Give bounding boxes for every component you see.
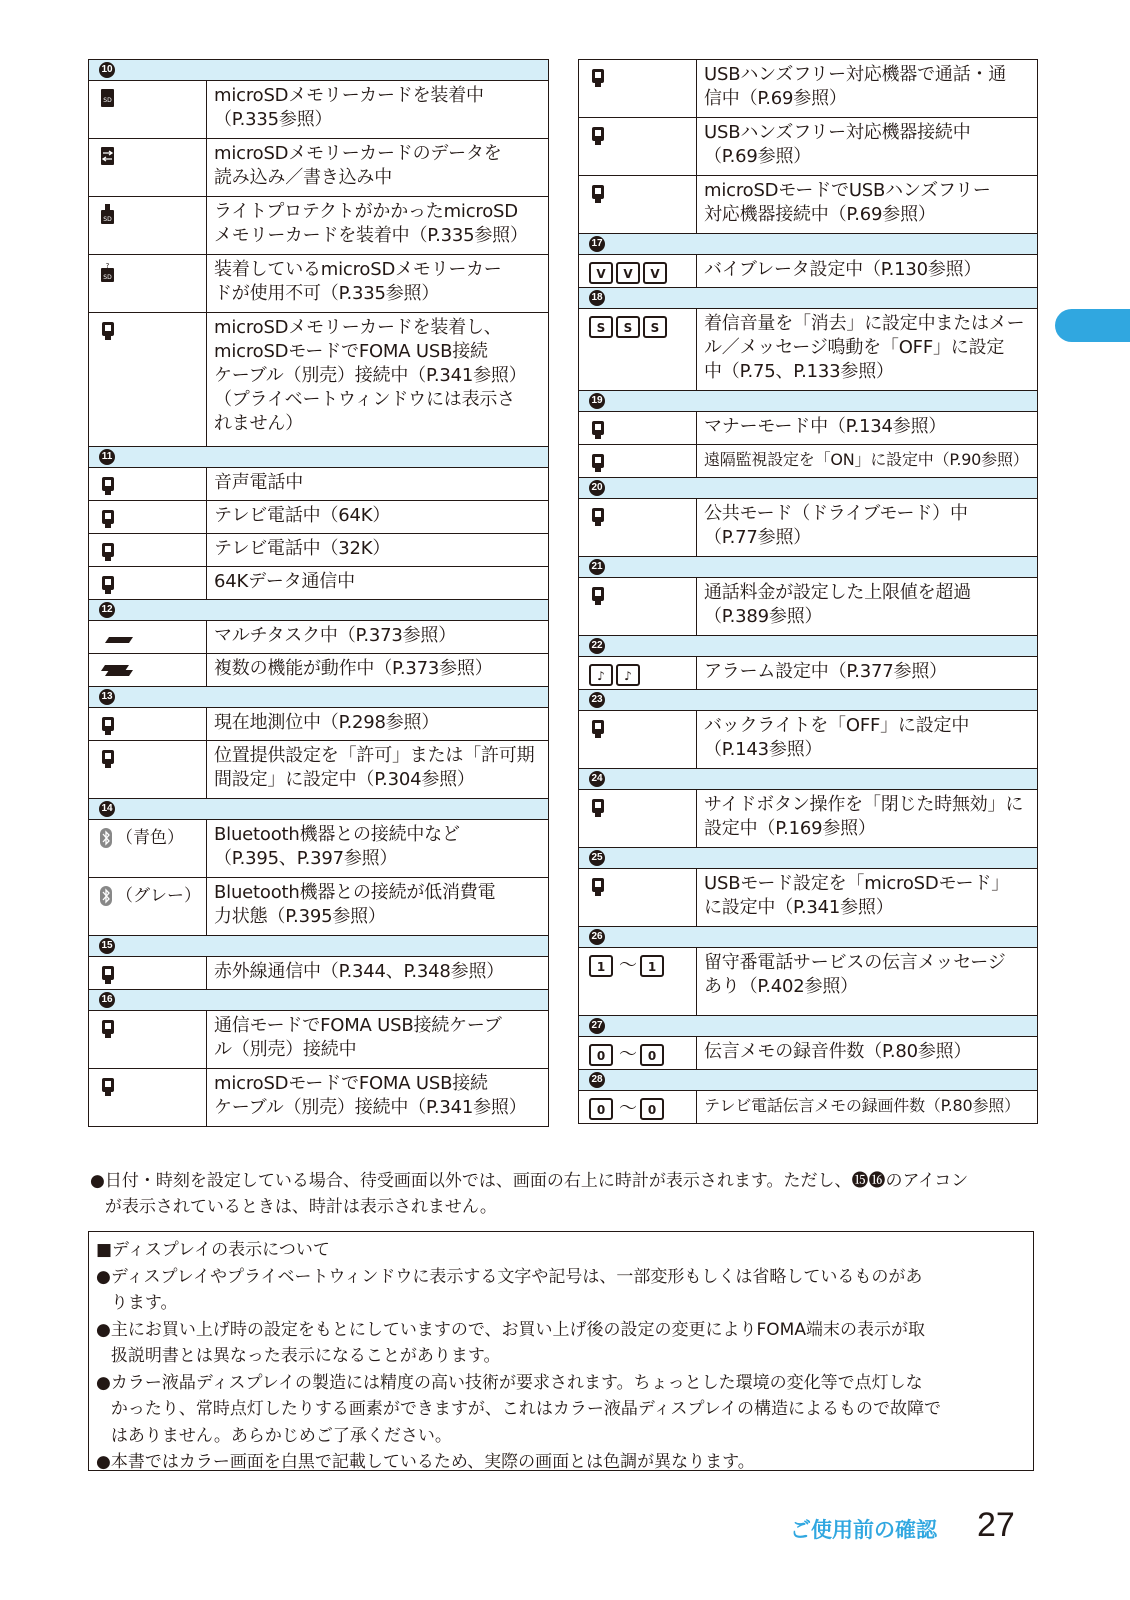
voicemail-icon [579,948,697,1015]
section-header-25 [579,848,1037,869]
table-row [89,81,548,139]
svg-text:0: 0 [596,1049,606,1063]
section-number: 28 [589,1072,605,1088]
table-row [89,654,548,687]
section-number: 23 [589,692,605,708]
row-description: microSDメモリーカードを装着し、 microSDモードでFOMA USB接続 ケーブル（別売）接続中（P.341参照） （プライベートウィンドウには表示さ れません） [214,317,527,434]
svg-text:SD: SD [103,97,112,104]
positioning-icon [89,708,207,740]
table-row [579,255,1037,288]
row-description: バックライトを「OFF」に設定中 （P.143参照） [704,715,970,760]
table-row [89,957,548,990]
bullet: ● [96,1319,111,1340]
row-description: USBモード設定を「microSDモード」 に設定中（P.341参照） [704,873,1010,918]
infrared-icon [89,957,207,989]
clock-note-text: 日付・時刻を設定している場合、待受画面以外では、画面の右上に時計が表示されます。ただし、⓯⓰のアイコン が表示されているときは、時計は表示されません。 [104,1171,969,1217]
section-number: 27 [589,1018,605,1034]
multi-function-icon [89,654,207,686]
row-description: 通信モードでFOMA USB接続ケーブ ル（別売）接続中 [214,1015,502,1060]
section-number: 11 [99,449,115,465]
usb-comm-icon [89,1011,207,1068]
bullet: ● [96,1266,111,1287]
section-header-13 [89,687,548,708]
icon-note: （青色） [116,828,184,848]
section-header-12 [89,600,548,621]
row-description: マルチタスク中（P.373参照） [214,625,457,646]
section-header-22 [579,636,1037,657]
table-row [89,501,548,534]
bluetooth-blue-icon [89,820,207,877]
row-description: 通話料金が設定した上限値を超過 （P.389参照） [704,582,971,627]
bullet: ● [90,1171,105,1191]
yen-icon [579,578,697,635]
section-number: 18 [589,290,605,306]
section-number: 15 [99,938,115,954]
row-description: アラーム設定中（P.377参照） [704,661,947,682]
bluetooth-gray-icon [89,878,207,935]
row-description: 64Kデータ通信中 [214,571,355,592]
row-description: 赤外線通信中（P.344、P.348参照） [214,961,505,982]
table-row [579,869,1037,927]
svg-text:S: S [596,321,606,335]
row-description: USBハンズフリー対応機器接続中 （P.69参照） [704,122,971,167]
section-header-26 [579,927,1037,948]
table-row [579,499,1037,557]
section-number: 19 [589,393,605,409]
row-description: 伝言メモの録音件数（P.80参照） [704,1041,972,1062]
vibrator-icon [579,255,697,287]
side-key-icon [579,790,697,847]
table-row [89,468,548,501]
section-header-19 [579,391,1037,412]
table-row [579,118,1037,176]
remote-monitor-icon [579,445,697,477]
sd-unusable-icon [89,255,207,312]
row-description: マナーモード中（P.134参照） [704,416,947,437]
icon-note: 〜 [619,955,637,976]
table-row [89,1069,548,1127]
table-row [89,621,548,654]
section-number: 25 [589,850,605,866]
footer-section-label: ご使用前の確認 [790,1518,937,1542]
bullet: ● [96,1452,111,1472]
section-number: 10 [99,62,115,78]
voice-call-icon [89,468,207,500]
page-number: 27 [977,1506,1015,1544]
silent-icon [579,309,697,390]
row-description: 装着しているmicroSDメモリーカー ドが使用不可（P.335参照） [214,259,502,304]
chapter-tab [1055,309,1130,342]
svg-text:0: 0 [647,1049,657,1063]
section-header-23 [579,690,1037,711]
section-header-18 [579,288,1037,309]
backlight-off-icon [579,711,697,768]
table-row [89,313,548,447]
display-note-4: 本書ではカラー画面を白黒で記載しているため、実際の画面とは色調が異なります。 [110,1452,755,1472]
record-message-icon [579,1037,697,1069]
videophone-32k-icon [89,534,207,566]
section-number: 20 [589,480,605,496]
section-number: 26 [589,929,605,945]
section-header-11 [89,447,548,468]
table-row [579,60,1037,118]
usb-handsfree-call-icon [579,60,697,117]
sd-card-icon [89,81,207,138]
row-description: Bluetooth機器との接続が低消費電 力状態（P.395参照） [214,882,496,927]
section-number: 14 [99,801,115,817]
svg-text:0: 0 [596,1103,606,1117]
voicemail-icon [640,955,667,977]
table-row [89,878,548,936]
bullet: ● [96,1372,111,1393]
svg-text:1: 1 [596,960,606,974]
row-description: 現在地測位中（P.298参照） [214,712,440,733]
icon-note: 〜 [619,1098,637,1119]
section-header-15 [89,936,548,957]
video-message-icon [579,1091,697,1123]
row-description: microSDメモリーカードを装着中 （P.335参照） [214,85,484,130]
row-description: microSDモードでUSBハンズフリー 対応機器接続中（P.69参照） [704,180,991,225]
section-number: 16 [99,992,115,1008]
left-icon-table [88,59,549,1127]
row-description: テレビ電話中（64K） [214,505,391,526]
section-number: 22 [589,638,605,654]
usb-mode-sd-icon [579,869,697,926]
svg-text:V: V [623,267,633,281]
table-row [89,139,548,197]
sd-transfer-icon [89,139,207,196]
row-description: USBハンズフリー対応機器で通話・通 信中（P.69参照） [704,64,1007,109]
row-description: Bluetooth機器との接続中など （P.395、P.397参照） [214,824,460,869]
table-row [579,790,1037,848]
table-row [89,741,548,799]
table-row [89,820,548,878]
sd-usb-icon [89,313,207,446]
svg-text:1: 1 [647,960,657,974]
section-number: 24 [589,771,605,787]
table-row [579,412,1037,445]
table-row [579,948,1037,1016]
section-header-14 [89,799,548,820]
sd-handsfree-icon [579,176,697,233]
table-row [579,309,1037,391]
row-description: 音声電話中 [214,472,303,493]
svg-text:SD: SD [103,274,112,281]
svg-text:V: V [650,267,660,281]
table-row [89,1011,548,1069]
section-number: 13 [99,689,115,705]
table-row [89,197,548,255]
right-icon-table [578,59,1038,1124]
table-row [89,255,548,313]
row-description: 位置提供設定を「許可」または「許可期 間設定」に設定中（P.304参照） [214,745,535,790]
table-row [579,445,1037,478]
clock-note [90,1168,1030,1220]
row-description: microSDモードでFOMA USB接続 ケーブル（別売）接続中（P.341参照） [214,1073,527,1118]
icon-note: 〜 [619,1044,637,1065]
videophone-64k-icon [89,501,207,533]
section-header-16 [89,990,548,1011]
svg-text:♪: ♪ [624,669,632,683]
icon-note: （グレー） [116,886,201,906]
video-message-icon [640,1098,667,1120]
svg-text:0: 0 [647,1103,657,1117]
usb-handsfree-icon [579,118,697,175]
row-description: 複数の機能が動作中（P.373参照） [214,658,493,679]
gps-icon [89,741,207,798]
alarm-icon [579,657,697,689]
section-header-20 [579,478,1037,499]
section-header-24 [579,769,1037,790]
svg-text:S: S [623,321,633,335]
data-64k-icon [89,567,207,599]
table-row [579,1091,1037,1124]
section-number: 21 [589,559,605,575]
display-notes-box [88,1231,1034,1471]
table-row [579,1037,1037,1070]
table-row [89,567,548,600]
table-row [579,657,1037,690]
record-message-icon [640,1044,667,1066]
section-header-21 [579,557,1037,578]
display-note-1: ディスプレイやプライベートウィンドウに表示する文字や記号は、一部変形もしくは省略しているものがあ ります。 [110,1266,923,1313]
row-description: 着信音量を「消去」に設定中またはメー ル／メッセージ鳴動を「OFF」に設定 中（P.75、P.133参照） [704,313,1025,382]
row-description: 留守番電話サービスの伝言メッセージ あり（P.402参照） [704,952,1006,997]
row-description: バイブレータ設定中（P.130参照） [704,259,982,280]
row-description: 公共モード（ドライブモード）中 （P.77参照） [704,503,968,548]
row-description: テレビ電話中（32K） [214,538,391,559]
svg-text:V: V [596,267,606,281]
table-row [89,708,548,741]
table-row [579,711,1037,769]
section-header-27 [579,1016,1037,1037]
section-header-17 [579,234,1037,255]
display-note-2: 主にお買い上げ時の設定をもとにしていますので、お買い上げ後の設定の変更によりFOMA端末の表示が取 扱説明書とは異なった表示になることがあります。 [110,1319,925,1366]
display-note-3: カラー液晶ディスプレイの製造には精度の高い技術が要求されます。ちょっとした環境の変化等で点灯しな かったり、常時点灯したりする画素ができますが、これはカラー液晶ディスプレイの構造によるもので故障で はありません。あらかじめご了承ください。 [110,1372,941,1446]
sd-mode-usb-icon [89,1069,207,1126]
svg-text:?: ? [105,262,110,270]
display-notes-title: ■ディスプレイの表示について [96,1240,330,1260]
section-header-10 [89,60,548,81]
drive-mode-icon [579,499,697,556]
sd-write-protect-icon [89,197,207,254]
table-row [579,578,1037,636]
row-description: サイドボタン操作を「閉じた時無効」に 設定中（P.169参照） [704,794,1024,839]
svg-text:SD: SD [103,216,112,223]
manner-mode-icon [579,412,697,444]
section-number: 17 [589,236,605,252]
multitask-icon [89,621,207,653]
svg-text:♪: ♪ [597,669,605,683]
row-description: 遠隔監視設定を「ON」に設定中（P.90参照） [704,450,1029,469]
row-description: microSDメモリーカードのデータを 読み込み／書き込み中 [214,143,502,188]
row-description: テレビ電話伝言メモの録画件数（P.80参照） [704,1096,1020,1115]
table-row [579,176,1037,234]
row-description: ライトプロテクトがかかったmicroSD メモリーカードを装着中（P.335参照） [214,201,528,246]
table-row [89,534,548,567]
section-number: 12 [99,602,115,618]
svg-text:S: S [650,321,660,335]
section-header-28 [579,1070,1037,1091]
